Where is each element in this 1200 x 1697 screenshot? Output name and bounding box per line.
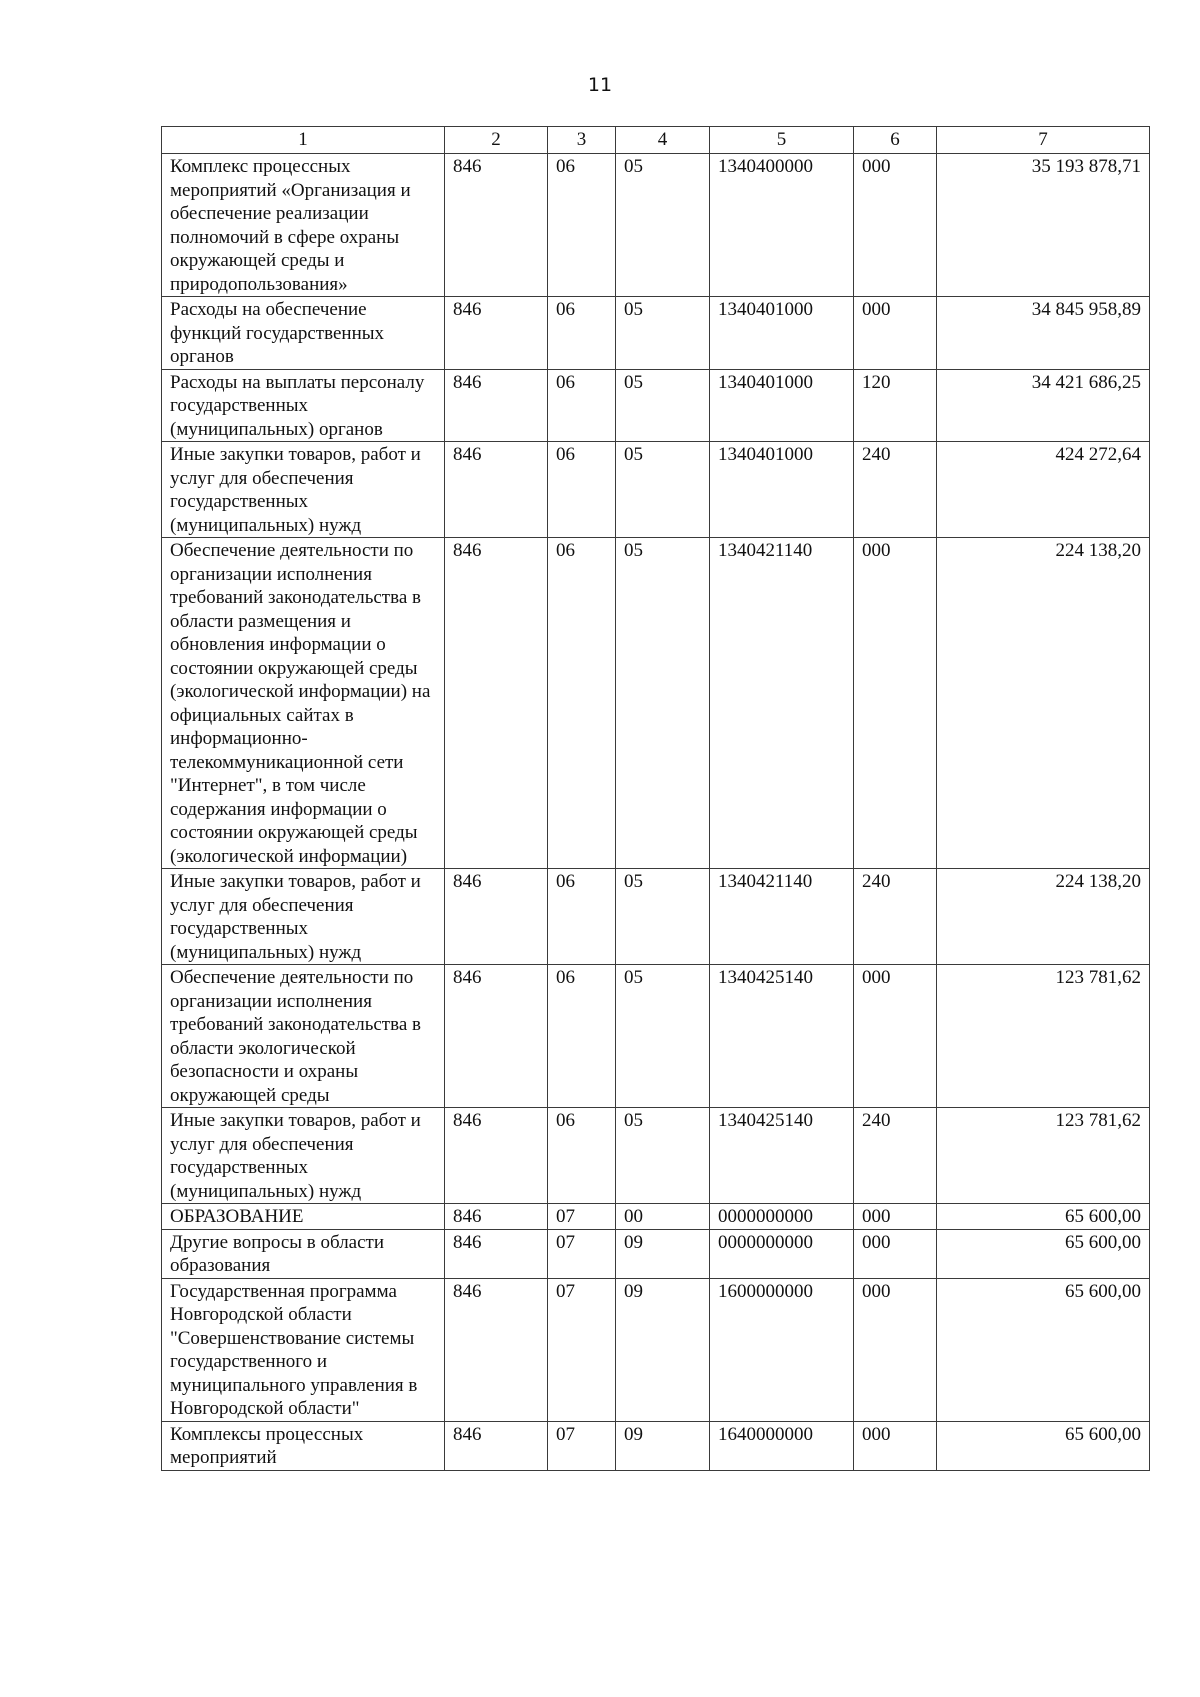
amount-cell: 65 600,00	[937, 1229, 1150, 1278]
table-row	[162, 1229, 1150, 1278]
table-header-row	[162, 127, 1150, 154]
amount-cell: 34 421 686,25	[937, 369, 1150, 442]
vr-code-cell: 000	[854, 297, 937, 370]
vr-code-cell: 000	[854, 1204, 937, 1230]
pr-code-cell: 05	[616, 869, 710, 965]
vr-code-cell: 000	[854, 1421, 937, 1470]
budget-table	[161, 126, 1150, 1471]
gr-code-cell: 846	[445, 369, 548, 442]
amount-cell: 123 781,62	[937, 1108, 1150, 1204]
pr-code-cell: 05	[616, 965, 710, 1108]
header-cell: 2	[445, 127, 548, 154]
csr-code-cell: 1340421140	[710, 538, 854, 869]
csr-code-cell: 0000000000	[710, 1229, 854, 1278]
table-row	[162, 1108, 1150, 1204]
csr-code-cell: 0000000000	[710, 1204, 854, 1230]
table-row	[162, 1278, 1150, 1421]
rz-code-cell: 06	[548, 154, 616, 297]
row-name-cell: Комплексы процессных мероприятий	[162, 1421, 445, 1470]
amount-cell: 65 600,00	[937, 1278, 1150, 1421]
pr-code-cell: 09	[616, 1421, 710, 1470]
pr-code-cell: 05	[616, 1108, 710, 1204]
gr-code-cell: 846	[445, 442, 548, 538]
vr-code-cell: 000	[854, 154, 937, 297]
row-name-cell: Иные закупки товаров, работ и услуг для обеспечения государственных (муниципальных) нужд	[162, 442, 445, 538]
row-name-cell: Государственная программа Новгородской области "Совершенствование системы государственного и муниципального управления в Новгородской области"	[162, 1278, 445, 1421]
pr-code-cell: 09	[616, 1278, 710, 1421]
amount-cell: 424 272,64	[937, 442, 1150, 538]
row-name-cell: Расходы на выплаты персоналу государственных (муниципальных) органов	[162, 369, 445, 442]
gr-code-cell: 846	[445, 1229, 548, 1278]
page-number: 11	[587, 74, 613, 96]
csr-code-cell: 1340425140	[710, 1108, 854, 1204]
row-name-cell: Комплекс процессных мероприятий «Организация и обеспечение реализации полномочий в сфере охраны окружающей среды и природопользования»	[162, 154, 445, 297]
csr-code-cell: 1340401000	[710, 442, 854, 538]
rz-code-cell: 06	[548, 1108, 616, 1204]
gr-code-cell: 846	[445, 1421, 548, 1470]
pr-code-cell: 05	[616, 297, 710, 370]
pr-code-cell: 09	[616, 1229, 710, 1278]
gr-code-cell: 846	[445, 965, 548, 1108]
vr-code-cell: 120	[854, 369, 937, 442]
rz-code-cell: 06	[548, 297, 616, 370]
table-row	[162, 369, 1150, 442]
pr-code-cell: 05	[616, 538, 710, 869]
gr-code-cell: 846	[445, 538, 548, 869]
amount-cell: 35 193 878,71	[937, 154, 1150, 297]
row-name-cell: Обеспечение деятельности по организации исполнения требований законодательства в области размещения и обновления информации о состоянии окружающей среды (экологической информации) на официальных сайтах в информационно-телекоммуникационной сети "Интернет", в том числе содержания информации о состоянии окружающей среды (экологической информации)	[162, 538, 445, 869]
vr-code-cell: 000	[854, 965, 937, 1108]
rz-code-cell: 06	[548, 369, 616, 442]
header-cell: 3	[548, 127, 616, 154]
gr-code-cell: 846	[445, 1278, 548, 1421]
rz-code-cell: 07	[548, 1204, 616, 1230]
row-name-cell: Расходы на обеспечение функций государственных органов	[162, 297, 445, 370]
pr-code-cell: 00	[616, 1204, 710, 1230]
vr-code-cell: 240	[854, 1108, 937, 1204]
table-row	[162, 1204, 1150, 1230]
csr-code-cell: 1600000000	[710, 1278, 854, 1421]
row-name-cell: Иные закупки товаров, работ и услуг для обеспечения государственных (муниципальных) нужд	[162, 869, 445, 965]
table-body	[162, 127, 1150, 1471]
table-row	[162, 154, 1150, 297]
table-row	[162, 965, 1150, 1108]
vr-code-cell: 000	[854, 538, 937, 869]
pr-code-cell: 05	[616, 369, 710, 442]
vr-code-cell: 000	[854, 1278, 937, 1421]
pr-code-cell: 05	[616, 154, 710, 297]
gr-code-cell: 846	[445, 1204, 548, 1230]
pr-code-cell: 05	[616, 442, 710, 538]
gr-code-cell: 846	[445, 154, 548, 297]
rz-code-cell: 06	[548, 869, 616, 965]
row-name-cell: Иные закупки товаров, работ и услуг для обеспечения государственных (муниципальных) нужд	[162, 1108, 445, 1204]
header-cell: 6	[854, 127, 937, 154]
header-cell: 4	[616, 127, 710, 154]
rz-code-cell: 07	[548, 1278, 616, 1421]
rz-code-cell: 06	[548, 965, 616, 1108]
csr-code-cell: 1340425140	[710, 965, 854, 1108]
csr-code-cell: 1340401000	[710, 369, 854, 442]
amount-cell: 65 600,00	[937, 1204, 1150, 1230]
amount-cell: 34 845 958,89	[937, 297, 1150, 370]
amount-cell: 65 600,00	[937, 1421, 1150, 1470]
amount-cell: 123 781,62	[937, 965, 1150, 1108]
rz-code-cell: 06	[548, 538, 616, 869]
table-row	[162, 1421, 1150, 1470]
vr-code-cell: 240	[854, 869, 937, 965]
row-name-cell: ОБРАЗОВАНИЕ	[162, 1204, 445, 1230]
csr-code-cell: 1640000000	[710, 1421, 854, 1470]
amount-cell: 224 138,20	[937, 869, 1150, 965]
row-name-cell: Обеспечение деятельности по организации исполнения требований законодательства в области экологической безопасности и охраны окружающей среды	[162, 965, 445, 1108]
row-name-cell: Другие вопросы в области образования	[162, 1229, 445, 1278]
amount-cell: 224 138,20	[937, 538, 1150, 869]
gr-code-cell: 846	[445, 1108, 548, 1204]
csr-code-cell: 1340401000	[710, 297, 854, 370]
table-row	[162, 538, 1150, 869]
rz-code-cell: 07	[548, 1421, 616, 1470]
header-cell: 7	[937, 127, 1150, 154]
vr-code-cell: 000	[854, 1229, 937, 1278]
table-row	[162, 442, 1150, 538]
csr-code-cell: 1340421140	[710, 869, 854, 965]
rz-code-cell: 07	[548, 1229, 616, 1278]
header-cell: 1	[162, 127, 445, 154]
rz-code-cell: 06	[548, 442, 616, 538]
header-cell: 5	[710, 127, 854, 154]
vr-code-cell: 240	[854, 442, 937, 538]
gr-code-cell: 846	[445, 869, 548, 965]
gr-code-cell: 846	[445, 297, 548, 370]
csr-code-cell: 1340400000	[710, 154, 854, 297]
table-row	[162, 869, 1150, 965]
table-row	[162, 297, 1150, 370]
